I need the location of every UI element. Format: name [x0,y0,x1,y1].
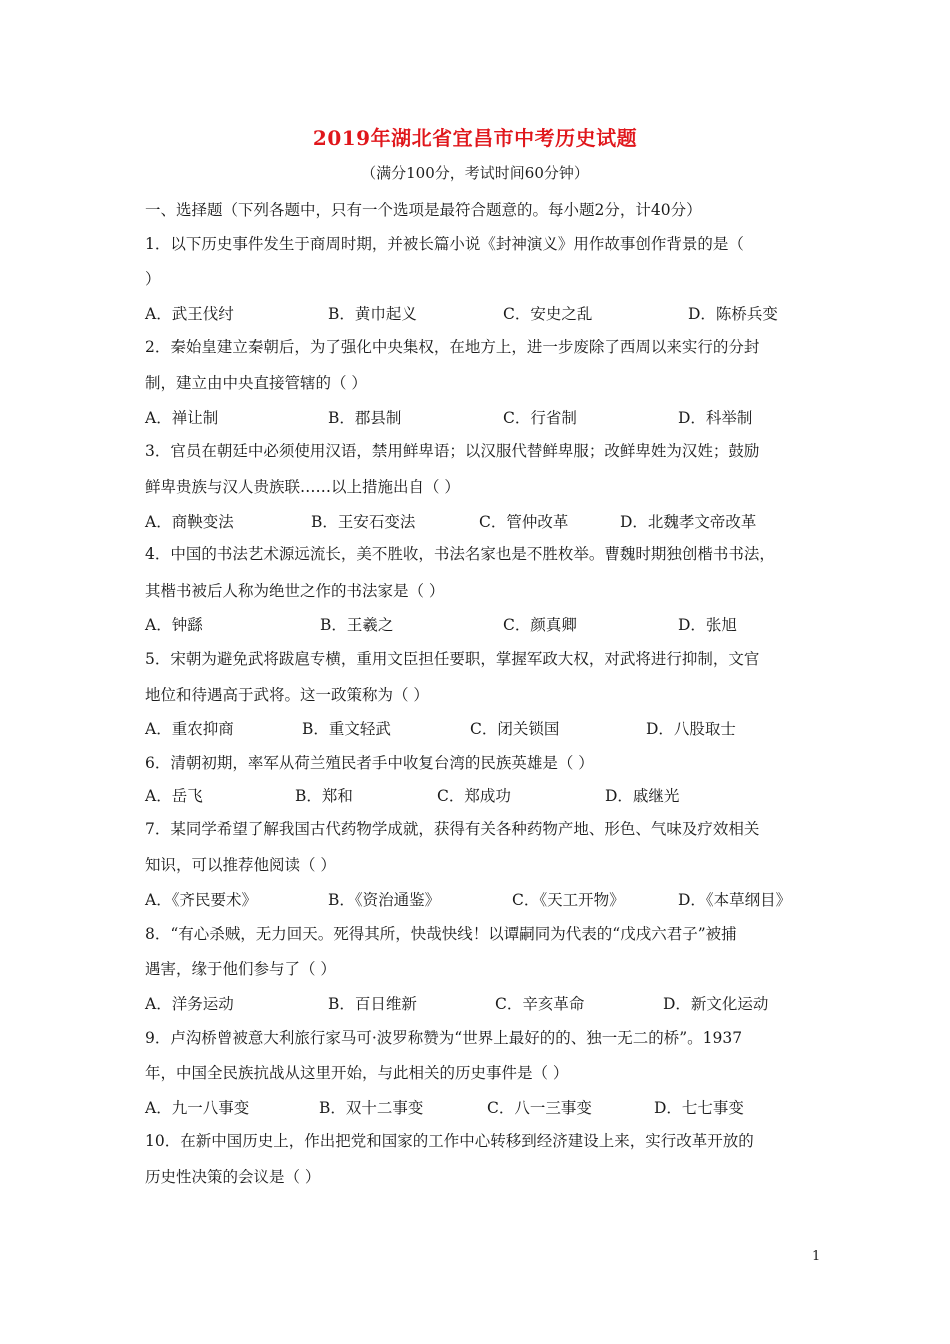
question-4-options [145,613,825,635]
question-1-options [145,302,825,324]
question-6-line-1: 6．清朝初期，率军从荷兰殖民者手中收复台湾的民族英雄是（ ） [145,754,594,772]
option-c: C．颜真卿 [503,616,577,634]
option-d: D．科举制 [678,409,753,427]
option-d: D．张旭 [678,616,737,634]
option-c: C．郑成功 [437,787,511,805]
question-5-options [145,717,825,739]
question-1-line-2: ） [145,270,161,288]
question-5-line-1: 5．宋朝为避免武将跋扈专横，重用文臣担任要职，掌握军政大权，对武将进行抑制，文官 [145,650,760,668]
option-b: B．王安石变法 [311,513,416,531]
question-9-options [145,1096,825,1118]
option-c: C．八一三事变 [487,1099,592,1117]
option-a: A．洋务运动 [145,995,234,1013]
option-a: A．武王伐纣 [145,305,234,323]
question-7-line-1: 7．某同学希望了解我国古代药物学成就，获得有关各种药物产地、形色、气味及疗效相关 [145,820,760,838]
question-1-line-1: 1．以下历史事件发生于商周时期，并被长篇小说《封神演义》用作故事创作背景的是（ [145,235,744,253]
option-c: C．《天工开物》 [512,891,625,909]
question-8-line-2: 遇害，缘于他们参与了（ ） [145,960,336,978]
option-d: D．北魏孝文帝改革 [620,513,757,531]
option-c: C．行省制 [503,409,577,427]
question-2-line-1: 2．秦始皇建立秦朝后，为了强化中央集权，在地方上，进一步废除了西周以来实行的分封 [145,338,760,356]
question-2-line-2: 制，建立由中央直接管辖的（ ） [145,374,367,392]
option-a: A．重农抑商 [145,720,234,738]
option-d: D．陈桥兵变 [688,305,778,323]
option-b: B．双十二事变 [319,1099,424,1117]
option-a: A．岳飞 [145,787,203,805]
option-c: C．管仲改革 [479,513,569,531]
section-heading: 一、选择题（下列各题中，只有一个选项是最符合题意的。每小题2分，计40分） [145,201,702,219]
option-a: A．钟繇 [145,616,203,634]
question-7-line-2: 知识，可以推荐他阅读（ ） [145,856,336,874]
question-2-options [145,406,825,428]
question-5-line-2: 地位和待遇高于武将。这一政策称为（ ） [145,686,429,704]
option-a: A．禅让制 [145,409,219,427]
option-b: B．重文轻武 [302,720,391,738]
option-a: A．《齐民要术》 [145,891,257,909]
option-b: B．《资治通鉴》 [328,891,441,909]
question-3-line-1: 3．官员在朝廷中必须使用汉语，禁用鲜卑语；以汉服代替鲜卑服；改鲜卑姓为汉姓；鼓励 [145,442,760,460]
option-b: B．王羲之 [320,616,394,634]
option-d: D．《本草纲目》 [678,891,792,909]
page-number: 1 [812,1249,821,1264]
option-c: C．安史之乱 [503,305,593,323]
question-9-line-2: 年，中国全民族抗战从这里开始，与此相关的历史事件是（ ） [145,1064,569,1082]
option-c: C．辛亥革命 [495,995,585,1013]
question-10-line-1: 10．在新中国历史上，作出把党和国家的工作中心转移到经济建设上来，实行改革开放的 [145,1132,754,1150]
option-b: B．郡县制 [328,409,402,427]
option-b: B．百日维新 [328,995,417,1013]
option-d: D．戚继光 [605,787,680,805]
option-d: D．新文化运动 [663,995,769,1013]
question-8-line-1: 8．“有心杀贼，无力回天。死得其所，快哉快线！以谭嗣同为代表的“戊戌六君子”被捕 [145,925,737,943]
option-a: A．九一八事变 [145,1099,250,1117]
option-d: D．八股取士 [646,720,736,738]
option-d: D．七七事变 [654,1099,744,1117]
question-7-options [145,888,825,910]
question-6-options [145,784,825,806]
question-4-line-2: 其楷书被后人称为绝世之作的书法家是（ ） [145,582,445,600]
question-3-options [145,510,825,532]
exam-subtitle: （满分100分，考试时间60分钟） [361,164,589,182]
option-b: B．黄巾起义 [328,305,417,323]
question-3-line-2: 鲜卑贵族与汉人贵族联……以上措施出自（ ） [145,478,460,496]
option-c: C．闭关锁国 [470,720,560,738]
question-4-line-1: 4．中国的书法艺术源远流长，美不胜收，书法名家也是不胜枚举。曹魏时期独创楷书书法， [145,545,775,563]
question-9-line-1: 9．卢沟桥曾被意大利旅行家马可·波罗称赞为“世界上最好的的、独一无二的桥”。1937 [145,1029,743,1047]
question-8-options [145,992,825,1014]
option-a: A．商鞅变法 [145,513,234,531]
option-b: B．郑和 [295,787,353,805]
question-10-line-2: 历史性决策的会议是（ ） [145,1168,321,1186]
page-title: 2019年湖北省宜昌市中考历史试题 [312,126,638,150]
